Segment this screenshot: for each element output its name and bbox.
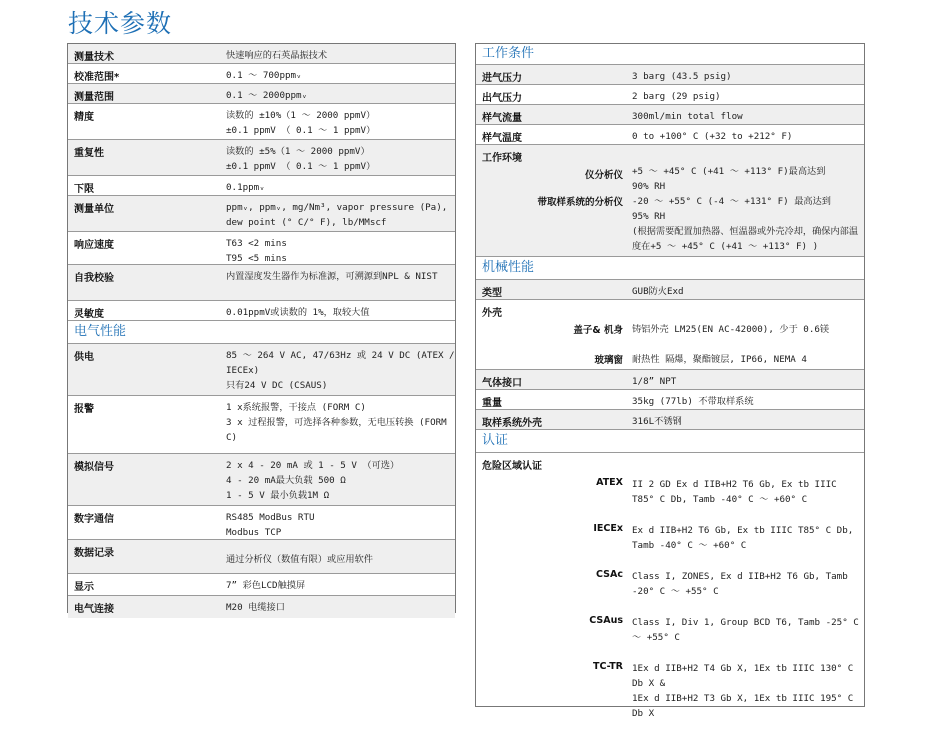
spec-subvalue: II 2 GD Ex d IIB+H2 T6 Gb, Ex tb IIIC T85° C Db, Tamb -40° C ～ +60° C bbox=[632, 479, 837, 505]
spec-label: 外壳 bbox=[482, 308, 502, 319]
section-heading: 工作条件 bbox=[476, 44, 864, 65]
spec-value: 0.1 ～ 2000ppmᵥ bbox=[226, 90, 308, 101]
spec-row bbox=[476, 410, 864, 430]
spec-label: 电气连接 bbox=[74, 604, 114, 615]
spec-label: 下限 bbox=[74, 184, 94, 195]
spec-row bbox=[476, 125, 864, 145]
spec-label: 灵敏度 bbox=[74, 309, 104, 320]
section-heading: 电气性能 bbox=[68, 321, 455, 344]
spec-sublabel: CSAus bbox=[589, 615, 623, 626]
spec-subrow bbox=[476, 349, 864, 367]
spec-row bbox=[68, 140, 455, 176]
spec-row bbox=[68, 540, 455, 574]
spec-label: 取样系统外壳 bbox=[482, 418, 542, 429]
spec-label: 自我校验 bbox=[74, 273, 114, 284]
spec-value: 1 x系统报警，干接点 (FORM C) 3 x 过程报警，可选择各种参数，无电压转换 (FORM C) bbox=[226, 402, 447, 443]
spec-label: 校准范围* bbox=[74, 72, 120, 83]
page-title: 技术参数 bbox=[68, 9, 173, 38]
spec-sublabel: 带取样系统的分析仪 bbox=[537, 197, 623, 208]
spec-label: 气体接口 bbox=[482, 378, 522, 389]
spec-value: 读数的 ±5%（1 ～ 2000 ppmV） ±0.1 ppmV （ 0.1 ～ 1 ppmV） bbox=[226, 146, 376, 172]
spec-label: 类型 bbox=[482, 288, 502, 299]
spec-subrow bbox=[476, 612, 864, 658]
spec-subvalue: Class I, ZONES, Ex d IIB+H2 T6 Gb, Tamb -20° C ～ +55° C bbox=[632, 571, 848, 597]
spec-row bbox=[68, 454, 455, 506]
spec-row bbox=[68, 176, 455, 196]
spec-value: 读数的 ±10%（1 ～ 2000 ppmV） ±0.1 ppmV （ 0.1 ～ 1 ppmV） bbox=[226, 110, 376, 136]
spec-value: 0.1 ～ 700ppmᵥ bbox=[226, 70, 302, 81]
spec-label: 工作环境 bbox=[482, 153, 522, 164]
spec-subrow bbox=[476, 566, 864, 612]
spec-subvalue: 耐热性 隔爆，聚酯镀层, IP66, NEMA 4 bbox=[632, 354, 807, 365]
spec-value: 35kg (77lb) 不带取样系统 bbox=[632, 396, 754, 407]
spec-value: 通过分析仪（数值有限）或应用软件 bbox=[226, 554, 373, 565]
spec-value: 316L不锈钢 bbox=[632, 416, 682, 427]
spec-row bbox=[68, 232, 455, 265]
spec-label: 数字通信 bbox=[74, 514, 114, 525]
spec-subvalue: 铸铝外壳 LM25(EN AC-42000), 少于 0.6镁 bbox=[632, 324, 830, 335]
spec-label: 重复性 bbox=[74, 148, 104, 159]
spec-row bbox=[476, 65, 864, 85]
spec-row bbox=[68, 396, 455, 454]
spec-row bbox=[68, 596, 455, 618]
spec-subvalue: +5 ～ +45° C (+41 ～ +113° F)最高达到 90% RH bbox=[632, 166, 826, 192]
spec-label: 报警 bbox=[74, 404, 94, 415]
spec-value: 7” 彩色LCD触摸屏 bbox=[226, 580, 306, 591]
spec-row bbox=[68, 506, 455, 540]
spec-row bbox=[476, 370, 864, 390]
spec-sublabel: 玻璃窗 bbox=[594, 355, 623, 366]
spec-row-certification bbox=[476, 453, 864, 721]
spec-row bbox=[68, 265, 455, 301]
spec-row-environment bbox=[476, 145, 864, 257]
spec-row bbox=[68, 344, 455, 396]
spec-value: 2 x 4 - 20 mA 或 1 - 5 V （可选） 4 - 20 mA最大负载 500 Ω 1 - 5 V 最小负载1M Ω bbox=[226, 460, 400, 501]
spec-label: 显示 bbox=[74, 582, 94, 593]
spec-label: 模拟信号 bbox=[74, 462, 114, 473]
spec-label: 供电 bbox=[74, 352, 94, 363]
spec-row-shell bbox=[476, 300, 864, 370]
spec-subrow bbox=[476, 520, 864, 566]
spec-label: 危险区域认证 bbox=[482, 461, 542, 472]
spec-subrow bbox=[476, 194, 864, 254]
spec-sublabel: 仪分析仪 bbox=[584, 170, 623, 181]
spec-value: 0 to +100° C (+32 to +212° F) bbox=[632, 131, 793, 142]
spec-sublabel: TC-TR bbox=[592, 661, 623, 672]
spec-row bbox=[68, 84, 455, 104]
left-spec-table bbox=[67, 43, 456, 613]
spec-label: 精度 bbox=[74, 112, 94, 123]
section-heading: 机械性能 bbox=[476, 257, 864, 280]
spec-label: 测量单位 bbox=[74, 204, 114, 215]
spec-label: 测量范围 bbox=[74, 92, 114, 103]
spec-subvalue: Ex d IIB+H2 T6 Gb, Ex tb IIIC T85° C Db, Tamb -40° C ～ +60° C bbox=[632, 525, 854, 551]
spec-subrow bbox=[476, 658, 864, 721]
spec-value: RS485 ModBus RTU Modbus TCP bbox=[226, 512, 315, 538]
spec-label: 数据记录 bbox=[74, 548, 114, 559]
spec-value: GUB防火Exd bbox=[632, 286, 684, 297]
spec-sublabel: 盖子& 机身 bbox=[573, 325, 623, 336]
spec-label: 出气压力 bbox=[482, 93, 522, 104]
spec-subvalue: -20 ～ +55° C (-4 ～ +131° F) 最高达到 95% RH (根据需要配置加热器、恒温器或外壳冷却，确保内部温度在+5 ～ +45° C (+41 ～ +113° F) ) bbox=[632, 196, 859, 252]
spec-row bbox=[476, 105, 864, 125]
spec-value: 3 barg (43.5 psig) bbox=[632, 71, 732, 82]
spec-row bbox=[68, 196, 455, 232]
spec-row bbox=[68, 574, 455, 596]
spec-subrow bbox=[476, 474, 864, 520]
spec-value: 内置湿度发生器作为标准源，可溯源到NPL & NIST bbox=[226, 271, 438, 282]
spec-row bbox=[68, 64, 455, 84]
spec-label: 测量技术 bbox=[74, 52, 114, 63]
spec-label: 响应速度 bbox=[74, 240, 114, 251]
spec-value: 300ml/min total flow bbox=[632, 111, 743, 122]
spec-value: 0.01ppmV或读数的 1%，取较大值 bbox=[226, 307, 370, 318]
spec-sublabel: ATEX bbox=[596, 477, 623, 488]
spec-row bbox=[476, 390, 864, 410]
spec-value: M20 电缆接口 bbox=[226, 602, 285, 613]
spec-row bbox=[476, 280, 864, 300]
spec-subrow bbox=[476, 319, 864, 349]
spec-value: 2 barg (29 psig) bbox=[632, 91, 721, 102]
spec-value: 0.1ppmᵥ bbox=[226, 182, 265, 193]
spec-value: 1/8” NPT bbox=[632, 376, 677, 387]
spec-subvalue: 1Ex d IIB+H2 T4 Gb X, 1Ex tb IIIC 130° C Db X & 1Ex d IIB+H2 T3 Gb X, 1Ex tb IIIC 195° C Db X bbox=[632, 663, 854, 719]
spec-label: 样气流量 bbox=[482, 113, 522, 124]
spec-value: 快速响应的石英晶振技术 bbox=[226, 50, 328, 61]
spec-value: T63 <2 mins T95 <5 mins bbox=[226, 238, 287, 264]
spec-row bbox=[68, 104, 455, 140]
spec-label: 重量 bbox=[482, 398, 502, 409]
spec-row bbox=[476, 85, 864, 105]
spec-label: 进气压力 bbox=[482, 73, 522, 84]
spec-subvalue: Class I, Div 1, Group BCD T6, Tamb -25° C ～ +55° C bbox=[632, 617, 859, 643]
spec-row bbox=[68, 44, 455, 64]
spec-value: ppmᵥ, ppmᵥ, mg/Nm³, vapor pressure (Pa), dew point (° C/° F), lb/MMscf bbox=[226, 202, 448, 228]
right-spec-table bbox=[475, 43, 865, 719]
spec-subrow bbox=[476, 164, 864, 194]
spec-label: 样气温度 bbox=[482, 133, 522, 144]
spec-sublabel: IECEx bbox=[593, 523, 623, 534]
spec-value: 85 ～ 264 V AC, 47/63Hz 或 24 V DC (ATEX / IECEx) 只有24 V DC (CSAUS) bbox=[226, 350, 455, 391]
spec-sublabel: CSAc bbox=[596, 569, 623, 580]
spec-row bbox=[68, 301, 455, 321]
section-heading: 认证 bbox=[476, 430, 864, 453]
